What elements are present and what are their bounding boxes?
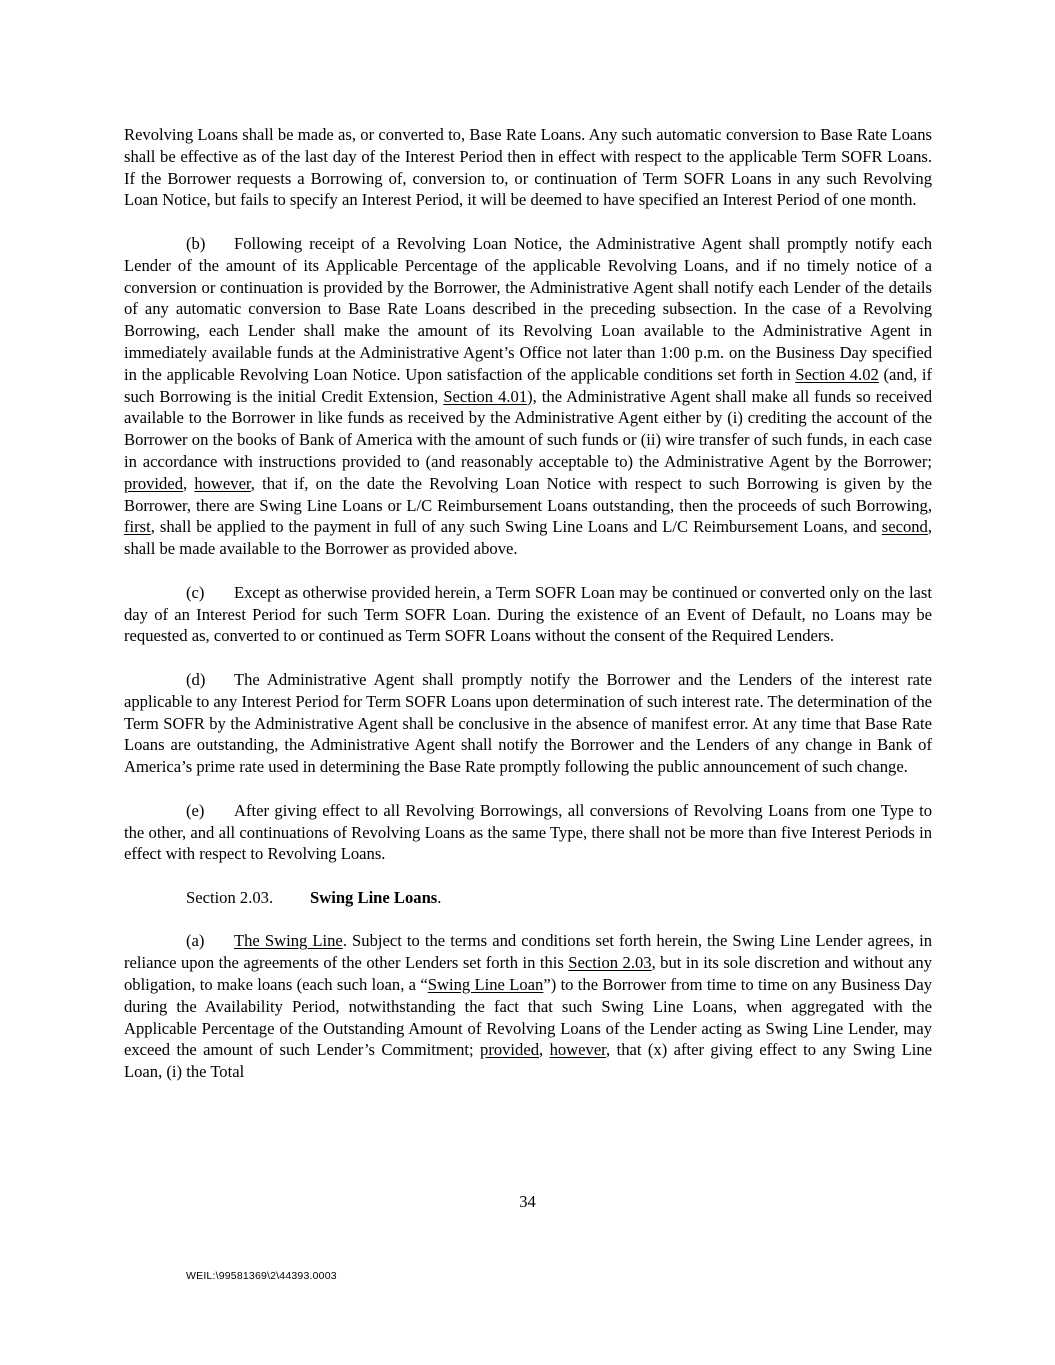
paragraph-e <box>124 800 932 865</box>
section-heading-2-03 <box>124 887 932 909</box>
paragraph-d-label: (d) <box>186 669 206 689</box>
paragraph-2-03-a-text-2: , but in its sole discretion and without any obligation, to make loans (each such loan, a “ <box>124 953 932 995</box>
paragraph-b-text-4: , <box>183 473 195 493</box>
paragraph-d <box>124 669 932 778</box>
paragraph-2-03-a-label: (a) <box>186 931 205 951</box>
paragraph-d-text: The Administrative Agent shall promptly notify the Borrower and the Lenders of the interest rate applicable to any Interest Period for Term SOFR Loans upon determination of such interest rate. The determination of the Term SOFR by the Administrative Agent shall be conclusive in the absence of manifest error. At any time that Base Rate Loans are outstanding, the Administrative Agent shall notify the Borrower and the Lenders of any change in Bank of America’s prime rate used in determining the Base Rate promptly following the public announcement of such change. <box>124 669 932 777</box>
paragraph-b-text-7: , shall be made available to the Borrower as provided above. <box>124 517 932 559</box>
document-body <box>124 124 932 1105</box>
paragraph-b-text-6: , shall be applied to the payment in full of any such Swing Line Loans and L/C Reimbursement Loans, and <box>150 517 882 537</box>
swing-line-heading: The Swing Line <box>234 931 343 951</box>
paragraph-c-text: Except as otherwise provided herein, a Term SOFR Loan may be continued or converted only on the last day of an Interest Period for such Term SOFR Loan. During the existence of an Event of Default, no Loans may be requested as, converted to or continued as Term SOFR Loans without the consent of the Required Lenders. <box>124 582 932 646</box>
provided-term: provided <box>124 473 183 493</box>
provided-term-2: provided <box>480 1040 540 1060</box>
section-ref-4-02[interactable]: Section 4.02 <box>795 364 879 384</box>
section-number: Section 2.03. <box>186 887 274 907</box>
section-title-period: . <box>437 887 442 907</box>
paragraph-2-03-a-text-4: , <box>539 1040 550 1060</box>
paragraph-2-03-a-text-5: , that (x) after giving effect to any Swing Line Loan, (i) the Total <box>124 1040 932 1082</box>
paragraph-c-label: (c) <box>186 582 205 602</box>
paragraph-b-label: (b) <box>186 233 206 253</box>
paragraph-b <box>124 233 932 560</box>
page-number: 34 <box>519 1192 536 1211</box>
however-term: however <box>194 473 251 493</box>
paragraph-intro-text: Revolving Loans shall be made as, or converted to, Base Rate Loans. Any such automatic conversion to Base Rate Loans shall be effective as of the last day of the Interest Period then in effect with respect to the applicable Term SOFR Loans. If the Borrower requests a Borrowing of, conversion to, or continuation of Term SOFR Loans in any such Revolving Loan Notice, but fails to specify an Interest Period, it will be deemed to have specified an Interest Period of one month. <box>124 125 932 210</box>
paragraph-2-03-a <box>124 930 932 1083</box>
footer-document-id: WEIL:\99581369\2\44393.0003 <box>186 1270 337 1282</box>
first-term: first <box>124 517 151 537</box>
paragraph-c <box>124 582 932 647</box>
section-ref-4-01[interactable]: Section 4.01 <box>443 386 528 406</box>
paragraph-b-text-3: ), the Administrative Agent shall make all funds so received available to the Borrower in like funds as received by the Administrative Agent either by (i) crediting the account of the Borrower on the books of Bank of America with the amount of such funds or (ii) wire transfer of such funds, in each case in accordance with instructions provided to (and reasonably acceptable to) the Administrative Agent by the Borrower; <box>124 386 932 471</box>
paragraph-b-text-2: (and, if such Borrowing is the initial Credit Extension, <box>124 364 933 406</box>
paragraph-intro <box>124 124 932 211</box>
paragraph-2-03-a-text-3: ”) to the Borrower from time to time on any Business Day during the Availability Period, notwithstanding the fact that such Swing Line Loans, when aggregated with the Applicable Percentage of the Outstanding Amount of Revolving Loans of the Lender acting as Swing Line Lender, may exceed the amount of such Lender’s Commitment; <box>124 975 933 1060</box>
paragraph-e-label: (e) <box>186 800 205 820</box>
section-ref-2-03[interactable]: Section 2.03 <box>568 953 652 973</box>
second-term: second <box>881 517 928 537</box>
paragraph-2-03-a-text-1: . Subject to the terms and conditions set forth herein, the Swing Line Lender agrees, in reliance upon the agreements of the other Lenders set forth in this <box>124 931 933 973</box>
paragraph-b-text-5: , that if, on the date the Revolving Loan Notice with respect to such Borrowing is given by the Borrower, there are Swing Line Loans or L/C Reimbursement Loans outstanding, then the proceeds of such Borrowing, <box>124 473 932 515</box>
section-title: Swing Line Loans <box>310 887 438 907</box>
however-term-2: however <box>549 1040 607 1060</box>
defined-term-swing-line-loan: Swing Line Loan <box>427 975 544 995</box>
paragraph-b-text-1: Following receipt of a Revolving Loan Notice, the Administrative Agent shall promptly notify each Lender of the amount of its Applicable Percentage of the applicable Revolving Loans, and if no timely notice of a conversion or continuation is provided by the Borrower, the Administrative Agent shall notify each Lender of the details of any automatic conversion to Base Rate Loans described in the preceding subsection. In the case of a Revolving Borrowing, each Lender shall make the amount of its Revolving Loan available to the Administrative Agent in immediately available funds at the Administrative Agent’s Office not later than 1:00 p.m. on the Business Day specified in the applicable Revolving Loan Notice. Upon satisfaction of the applicable conditions set forth in <box>124 233 932 384</box>
paragraph-e-text: After giving effect to all Revolving Borrowings, all conversions of Revolving Loans from one Type to the other, and all continuations of Revolving Loans as the same Type, there shall not be more than five Interest Periods in effect with respect to Revolving Loans. <box>124 800 932 864</box>
